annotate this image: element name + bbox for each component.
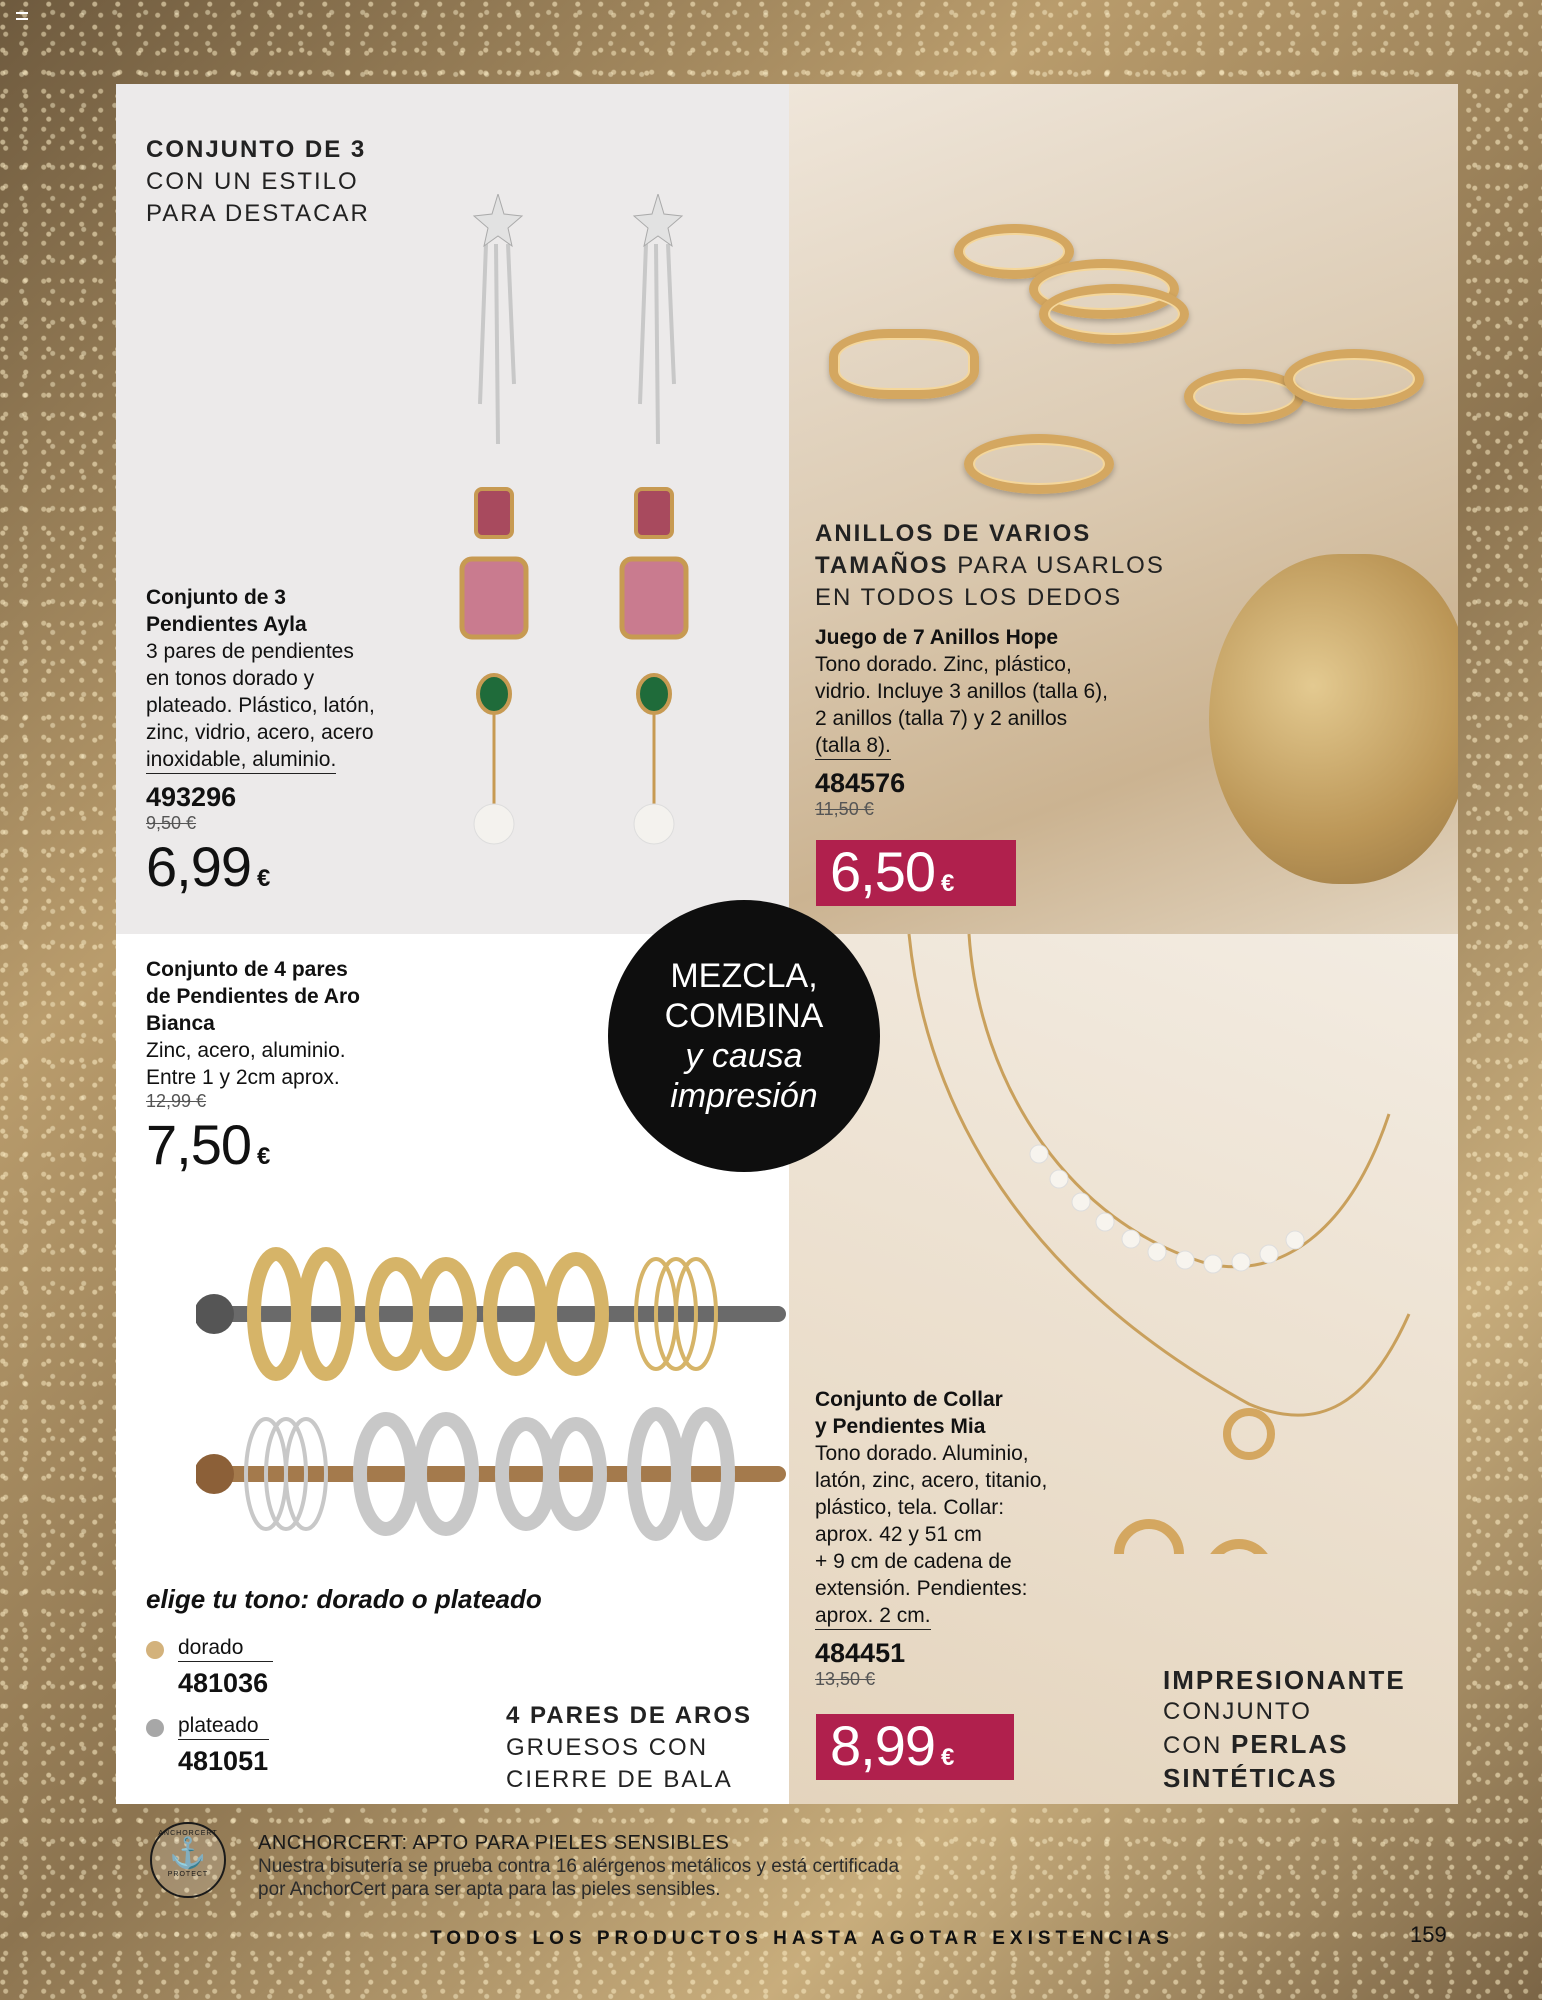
product-description: 2 anillos (talla 7) y 2 anillos xyxy=(815,707,1068,730)
product-title: y Pendientes Mia xyxy=(815,1415,986,1438)
badge-line: impresión xyxy=(670,1077,818,1115)
product-title: Juego de 7 Anillos Hope xyxy=(815,626,1059,649)
tone-option-plateado[interactable] xyxy=(146,1712,269,1777)
panel-hope-rings xyxy=(789,84,1458,934)
old-price: 13,50 € xyxy=(815,1669,876,1689)
ring-image xyxy=(829,329,979,399)
feature-line: GRUESOS CON xyxy=(506,1734,709,1761)
badge-line: COMBINA xyxy=(664,997,824,1035)
product-description: aprox. 42 y 51 cm xyxy=(815,1523,982,1546)
old-price: 9,50 € xyxy=(146,813,197,833)
price xyxy=(146,834,446,899)
gold-ribbon-image xyxy=(1209,554,1458,884)
headline-bold: ANILLOS DE VARIOS xyxy=(815,520,1092,547)
price-value: 6,50 xyxy=(830,840,935,903)
anchorcert-badge xyxy=(150,1822,226,1898)
headline xyxy=(146,134,370,230)
tone-option-dorado[interactable] xyxy=(146,1634,273,1699)
ring-image xyxy=(964,434,1114,494)
ring-image xyxy=(1284,349,1424,409)
feature-bold: SINTÉTICAS xyxy=(1163,1763,1338,1793)
silver-swatch-icon xyxy=(146,1719,164,1737)
menu-icon[interactable] xyxy=(16,12,28,20)
headline-normal: PARA USARLOS xyxy=(948,552,1165,579)
product-info-hope xyxy=(815,624,1215,820)
headline-bold: TAMAÑOS xyxy=(815,552,949,579)
tone-name: dorado xyxy=(178,1634,273,1662)
product-description: en tonos dorado y xyxy=(146,667,315,690)
currency: € xyxy=(257,1143,270,1170)
product-description: zinc, vidrio, acero, acero xyxy=(146,721,374,744)
product-title: Bianca xyxy=(146,1012,215,1035)
cert-text: por AnchorCert para ser apta para las pieles sensibles. xyxy=(258,1879,721,1900)
tone-heading: elige tu tono: dorado o plateado xyxy=(146,1584,542,1614)
feature-text xyxy=(506,1700,752,1796)
product-description: aprox. 2 cm. xyxy=(815,1602,931,1630)
badge-text: ANCHORCERT xyxy=(158,1830,218,1837)
badge-line: y causa xyxy=(685,1037,803,1075)
product-code: 481051 xyxy=(178,1746,269,1776)
feature-line: CIERRE DE BALA xyxy=(506,1766,733,1793)
product-code: 484451 xyxy=(815,1638,906,1668)
product-description: plástico, tela. Collar: xyxy=(815,1496,1005,1519)
badge-line: MEZCLA, xyxy=(670,957,818,995)
headline-line: CON UN ESTILO xyxy=(146,168,359,195)
feature-bold: PERLAS xyxy=(1231,1729,1349,1759)
cert-text: Nuestra bisutería se prueba contra 16 alérgenos metálicos y está certificada xyxy=(258,1856,900,1877)
headline-bold: CONJUNTO DE 3 xyxy=(146,136,367,163)
feature-line: CONJUNTO xyxy=(1163,1698,1312,1725)
price-value: 6,99 xyxy=(146,835,251,898)
cert-heading: ANCHORCERT: APTO PARA PIELES SENSIBLES xyxy=(258,1832,730,1854)
hoop-earrings-image xyxy=(196,1244,789,1544)
anchor-icon: ⚓ xyxy=(169,1837,207,1870)
headline-normal: EN TODOS LOS DEDOS xyxy=(815,584,1123,611)
product-title: Conjunto de Collar xyxy=(815,1388,1003,1411)
currency: € xyxy=(257,865,270,892)
feature-text xyxy=(1163,1664,1406,1794)
currency: € xyxy=(941,870,954,897)
gold-swatch-icon xyxy=(146,1641,164,1659)
feature-bold: IMPRESIONANTE xyxy=(1163,1665,1406,1695)
panel-ayla-earrings xyxy=(116,84,789,934)
product-info-bianca xyxy=(146,956,466,1177)
tone-name: plateado xyxy=(178,1712,269,1740)
product-title: de Pendientes de Aro xyxy=(146,985,360,1008)
feature-bold: 4 PARES DE AROS xyxy=(506,1702,753,1729)
ring-image xyxy=(1039,284,1189,344)
product-description: latón, zinc, acero, titanio, xyxy=(815,1469,1048,1492)
feature-line: CON xyxy=(1163,1732,1231,1759)
product-description: vidrio. Incluye 3 anillos (talla 6), xyxy=(815,680,1108,703)
product-code: 484576 xyxy=(815,768,906,798)
product-description: + 9 cm de cadena de xyxy=(815,1550,1012,1573)
product-title: Conjunto de 3 xyxy=(146,586,286,609)
stock-note: TODOS LOS PRODUCTOS HASTA AGOTAR EXISTENCIAS xyxy=(430,1928,1174,1949)
product-title: Conjunto de 4 pares xyxy=(146,958,348,981)
product-info-ayla xyxy=(146,584,446,899)
product-code: 493296 xyxy=(146,782,237,812)
headline xyxy=(815,518,1165,614)
earrings-image xyxy=(446,194,746,894)
product-description: Tono dorado. Aluminio, xyxy=(815,1442,1029,1465)
product-code: 481036 xyxy=(178,1668,269,1698)
old-price: 12,99 € xyxy=(146,1091,207,1111)
product-description: plateado. Plástico, latón, xyxy=(146,694,375,717)
price xyxy=(146,1112,466,1177)
product-description: (talla 8). xyxy=(815,732,891,760)
anchorcert-note xyxy=(258,1832,899,1901)
product-description: Zinc, acero, aluminio. xyxy=(146,1039,346,1062)
currency: € xyxy=(941,1744,954,1771)
product-description: extensión. Pendientes: xyxy=(815,1577,1028,1600)
price-badge xyxy=(816,840,1016,906)
mix-combine-badge xyxy=(608,900,880,1172)
price-value: 8,99 xyxy=(830,1714,935,1777)
old-price: 11,50 € xyxy=(815,799,874,819)
panel-mia-necklace xyxy=(789,934,1458,1804)
headline-line: PARA DESTACAR xyxy=(146,200,370,227)
page-number: 159 xyxy=(1410,1922,1447,1947)
product-title: Pendientes Ayla xyxy=(146,613,307,636)
product-description: Tono dorado. Zinc, plástico, xyxy=(815,653,1072,676)
product-description: Entre 1 y 2cm aprox. xyxy=(146,1066,340,1089)
price-badge xyxy=(816,1714,1014,1780)
price-value: 7,50 xyxy=(146,1113,251,1176)
product-description: inoxidable, aluminio. xyxy=(146,746,336,774)
product-description: 3 pares de pendientes xyxy=(146,640,354,663)
badge-text: PROTECT xyxy=(167,1871,209,1878)
product-info-mia xyxy=(815,1386,1115,1690)
